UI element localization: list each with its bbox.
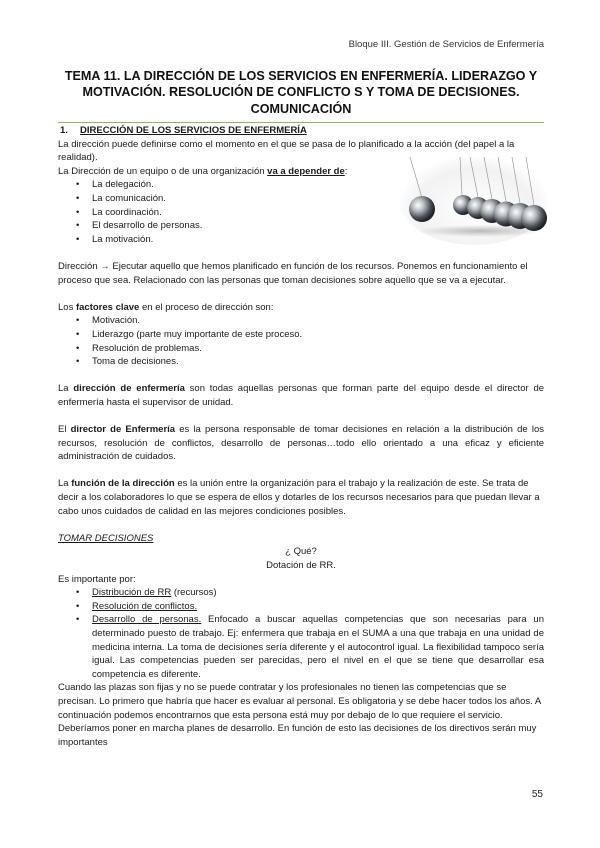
text-span: : bbox=[344, 165, 348, 177]
section-number: 1. bbox=[60, 125, 68, 136]
emphasis-text: va a depender de bbox=[267, 165, 345, 177]
list-item bbox=[58, 586, 544, 600]
text-span: (recursos) bbox=[171, 587, 217, 599]
text-span: en el proceso de dirección son: bbox=[139, 301, 274, 313]
list-item bbox=[58, 613, 544, 681]
emphasis-text: función de la dirección bbox=[71, 478, 175, 490]
text-span: Los bbox=[58, 301, 76, 313]
emphasis-text: dirección de enfermería bbox=[73, 383, 185, 395]
que-label: ¿ Qué? bbox=[285, 546, 317, 558]
funcion-paragraph bbox=[58, 477, 544, 518]
importante-paragraph: Es importante por: bbox=[58, 573, 136, 585]
list-item: • La comunicación. bbox=[58, 192, 348, 206]
title-line-2: MOTIVACIÓN. RESOLUCIÓN DE CONFLICTO S Y TOMA DE DECISIONES. bbox=[82, 85, 520, 100]
list-item: • Motivación. bbox=[58, 314, 544, 328]
list-item: • El desarrollo de personas. bbox=[58, 219, 348, 233]
list-item bbox=[58, 600, 544, 614]
direccion-paragraph: Dirección → Ejecutar aquello que hemos planificado en función de los recursos. Ponemos en funcionamiento el proceso que sea. Relacionado con las personas que toman decisiones sobre aquello que se va a ejecutar. bbox=[58, 260, 528, 286]
underlined-text: Distribución de RR bbox=[92, 587, 172, 599]
text-span: Enfocado a buscar aquellas competencias que son necesarias para un determinado puesto de trabajo. Ej: enfermera que trabaja en el SUMA a una que trabaja en una unidad de medicina interna. La toma de decisiones sería diferente y el autocontrol igual. La flexibilidad tampoco sería igual. Las competencias pueden ser parecidas, pero el nivel en el que se tiene que desarrollar esa competencia es diferente. bbox=[92, 614, 545, 680]
emphasis-text: director de Enfermería bbox=[70, 424, 176, 436]
factores-list bbox=[58, 314, 544, 368]
underlined-text: Resolución de conflictos. bbox=[92, 600, 198, 612]
list-item: • Toma de decisiones. bbox=[58, 355, 544, 369]
factores-paragraph bbox=[58, 301, 544, 315]
importante-list bbox=[58, 586, 544, 681]
underlined-text: Desarrollo de personas. bbox=[92, 614, 202, 626]
title-line-3: COMUNICACIÓN bbox=[250, 101, 352, 116]
page-content bbox=[58, 124, 544, 749]
list-item: • Resolución de problemas. bbox=[58, 342, 544, 356]
tomar-decisiones-heading: TOMAR DECISIONES bbox=[58, 532, 154, 544]
title-line-1: TEMA 11. LA DIRECCIÓN DE LOS SERVICIOS EN ENFERMERÍA. LIDERAZGO Y bbox=[64, 69, 538, 83]
list-item: • Liderazgo (parte muy importante de este proceso. bbox=[58, 328, 544, 342]
running-header: Bloque III. Gestión de Servicios de Enfermería bbox=[348, 39, 544, 50]
page-title bbox=[60, 68, 542, 117]
section-title: DIRECCIÓN DE LOS SERVICIOS DE ENFERMERÍA bbox=[80, 125, 307, 136]
page-number: 55 bbox=[531, 789, 543, 800]
final-paragraph: Cuando las plazas son fijas y no se puede contratar y los profesionales no tienen las competencias que se precisan. Lo primero que habría que hacer es evaluar al personal. Es obligatoria y se debe hacer todos los años. A continuación podemos encontrarnos que esta persona está muy por debajo de lo que requiere el servicio. Deberíamos poner en marcha planes de desarrollo. En función de esto las decisiones de los directivos serán muy importantes bbox=[58, 682, 541, 748]
dotacion-label: Dotación de RR. bbox=[266, 560, 336, 571]
text-span: La bbox=[58, 383, 74, 395]
emphasis-text: factores clave bbox=[75, 301, 140, 313]
list-item: • La motivación. bbox=[58, 233, 348, 247]
depends-list bbox=[58, 178, 348, 246]
text-span: son todas aquellas personas que forman parte del equipo desde el director de enfermería hasta el supervisor de unidad. bbox=[58, 383, 545, 408]
list-item: • La delegación. bbox=[58, 178, 348, 192]
text-span: La Dirección de un equipo o de una organización bbox=[58, 165, 268, 177]
section-heading bbox=[58, 124, 544, 138]
title-divider bbox=[58, 122, 544, 123]
depends-paragraph bbox=[58, 165, 544, 179]
text-span: La bbox=[58, 478, 72, 490]
intro-paragraph: La dirección puede definirse como el momento en el que se pasa de lo planificado a la acción (del papel a la realidad). bbox=[58, 138, 515, 164]
text-span: es la persona responsable de tomar decisiones en relación a la distribución de los recursos, resolución de conflictos, desarrollo de personas…todo ello orientado a una eficaz y eficiente administración de cuidados. bbox=[58, 424, 544, 463]
director-paragraph bbox=[58, 423, 544, 464]
text-span: El bbox=[58, 424, 71, 436]
direccion-enfermeria-paragraph bbox=[58, 382, 544, 409]
list-item: • La coordinación. bbox=[58, 206, 348, 220]
text-span: es la unión entre la organización para el trabajo y la realización de este. Se trata de decir a los colaboradores lo que se espera de ellos y dotarles de los recursos necesarios para que puedan llevar a cabo unos cuidados de calidad en las mejores condiciones posibles. bbox=[58, 478, 540, 517]
